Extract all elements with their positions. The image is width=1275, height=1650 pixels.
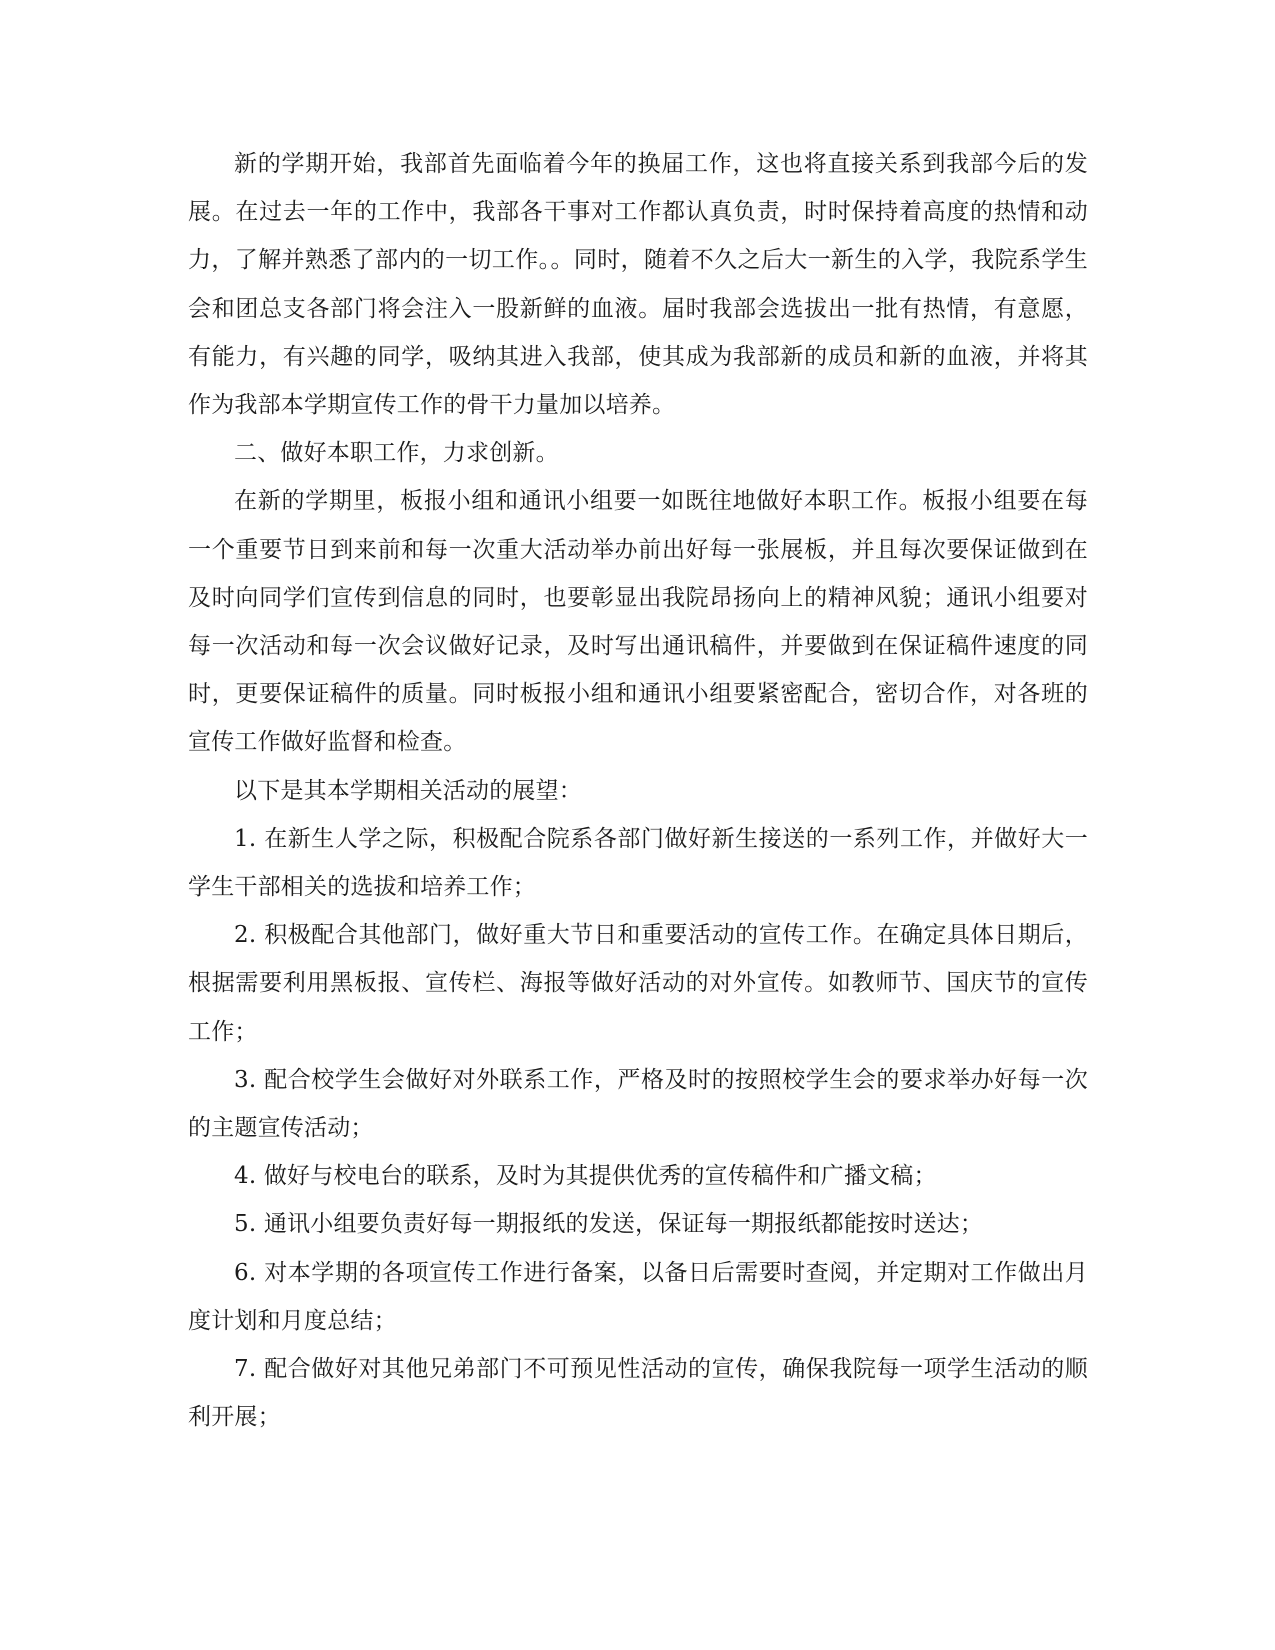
paragraph-outlook-intro: 以下是其本学期相关活动的展望： — [234, 777, 582, 804]
list-item-6: 6. 对本学期的各项宣传工作进行备案，以备日后需要时查阅，并定期对工作做出月度计划和月度总结； — [188, 1259, 1088, 1334]
list-item-4: 4. 做好与校电台的联系，及时为其提供优秀的宣传稿件和广播文稿； — [234, 1163, 937, 1190]
paragraph-duties: 在新的学期里，板报小组和通讯小组要一如既往地做好本职工作。板报小组要在每一个重要节日到来前和每一次重大活动举办前出好每一张展板，并且每次要保证做到在及时向同学们宣传到信息的同时，也要彰显出我院昂扬向上的精神风貌；通讯小组要对每一次活动和每一次会议做好记录，及时写出通讯稿件，并要做到在保证稿件速度的同时，更要保证稿件的质量。同时板报小组和通讯小组要紧密配合，密切合作，对各班的宣传工作做好监督和检查。 — [188, 488, 1088, 756]
list-item-7: 7. 配合做好对其他兄弟部门不可预见性活动的宣传，确保我院每一项学生活动的顺利开展； — [188, 1356, 1088, 1431]
paragraph-intro: 新的学期开始，我部首先面临着今年的换届工作，这也将直接关系到我部今后的发展。在过去一年的工作中，我部各干事对工作都认真负责，时时保持着高度的热情和动力，了解并熟悉了部内的一切工作。。同时，随着不久之后大一新生的入学，我院系学生会和团总支各部门将会注入一股新鲜的血液。届时我部会选拔出一批有热情，有意愿，有能力，有兴趣的同学，吸纳其进入我部，使其成为我部新的成员和新的血液，并将其作为我部本学期宣传工作的骨干力量加以培养。 — [188, 151, 1088, 419]
list-item-3: 3. 配合校学生会做好对外联系工作，严格及时的按照校学生会的要求举办好每一次的主题宣传活动； — [188, 1066, 1088, 1142]
list-item-5: 5. 通讯小组要负责好每一期报纸的发送，保证每一期报纸都能按时送达； — [234, 1211, 984, 1238]
list-item-1: 1. 在新生人学之际，积极配合院系各部门做好新生接送的一系列工作，并做好大一学生干部相关的选拔和培养工作； — [188, 825, 1088, 901]
list-item-2: 2. 积极配合其他部门，做好重大节日和重要活动的宣传工作。在确定具体日期后，根据需要利用黑板报、宣传栏、海报等做好活动的对外宣传。如教师节、国庆节的宣传工作； — [188, 922, 1088, 1045]
section-heading-2: 二、做好本职工作，力求创新。 — [234, 440, 559, 467]
document-body — [188, 140, 1088, 1441]
